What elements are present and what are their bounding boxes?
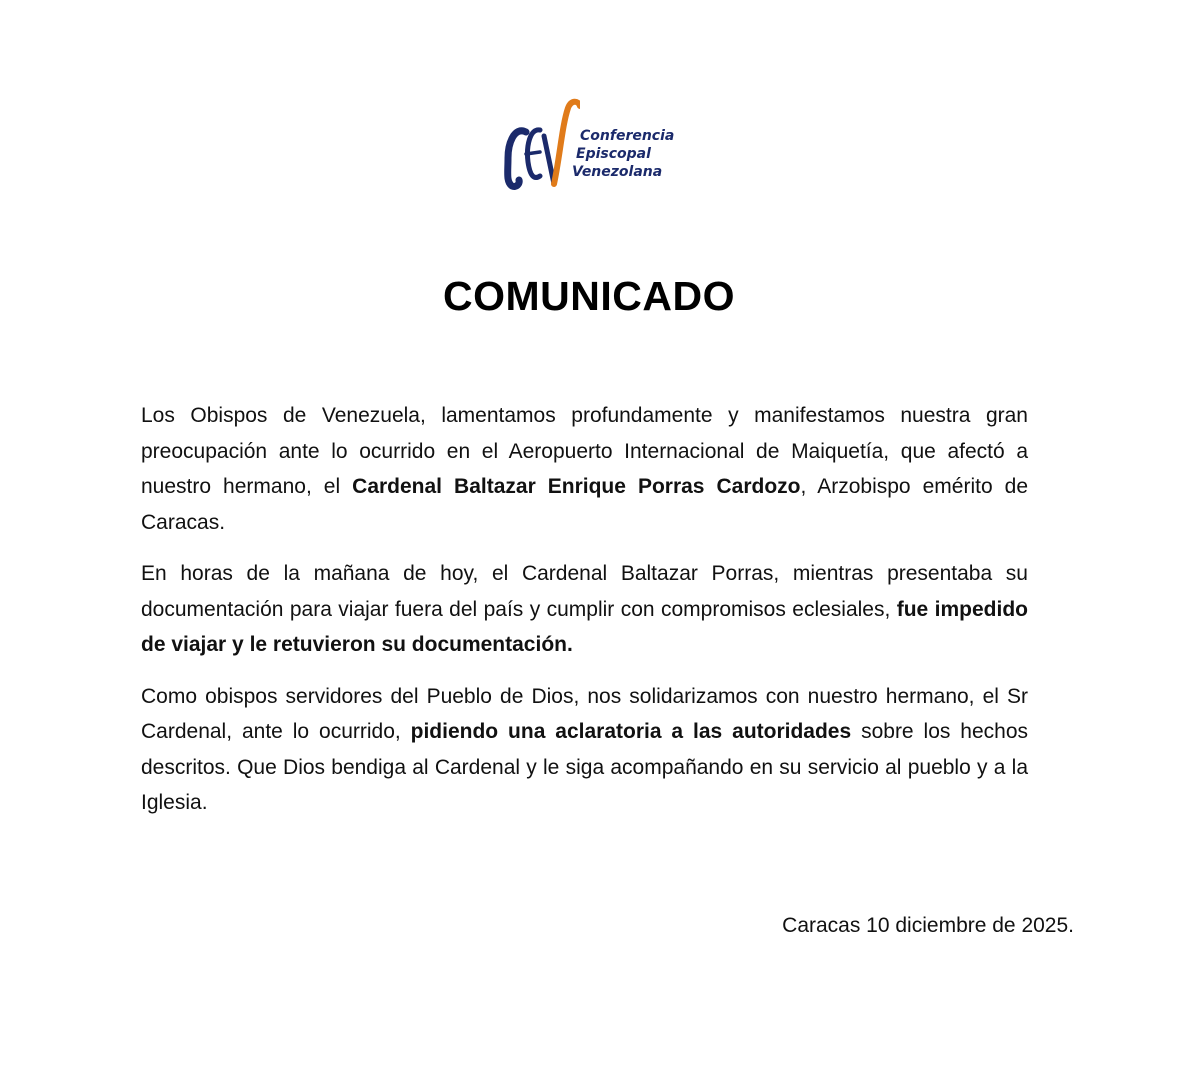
paragraph-1-text-b: , Arzobispo emérito de Caracas. <box>141 475 1029 534</box>
paragraph-3-text-a: Como obispos servidores del Pueblo de Dios, nos solidarizamos con nuestro hermano, el Sr Cardenal, ante lo ocurrido, <box>141 684 1028 743</box>
paragraph-1 <box>141 398 1028 540</box>
cev-logo <box>500 96 690 196</box>
paragraph-3-text-b: sobre los hechos descritos. Que Dios bendiga al Cardenal y le siga acompañando en su servicio al pueblo y a la Iglesia. <box>141 720 1029 814</box>
signature-date: Caracas 10 diciembre de 2025. <box>782 914 1074 937</box>
paragraph-3-bold: pidiendo una aclaratoria a las autoridades <box>410 720 852 743</box>
paragraph-2-text-a: En horas de la mañana de hoy, el Cardenal Baltazar Porras, mientras presentaba su documentación para viajar fuera del país y cumplir con compromisos eclesiales, <box>141 562 1028 621</box>
logo-wordmark <box>574 127 674 181</box>
paragraph-2-bold: fue impedido de viajar y le retuvieron su documentación. <box>141 597 1028 656</box>
paragraph-1-bold: Cardenal Baltazar Enrique Porras Cardozo <box>352 475 801 498</box>
logo-line-3: Venezolana <box>572 164 663 180</box>
cev-logo-mark-icon <box>500 96 580 196</box>
paragraph-1-text-a: Los Obispos de Venezuela, lamentamos profundamente y manifestamos nuestra gran preocupación ante lo ocurrido en el Aeropuerto Internacional de Maiquetía, que afectó a nuestro hermano, el <box>141 404 1028 498</box>
communique-body <box>141 398 1028 837</box>
logo-line-2: Episcopal <box>576 146 651 162</box>
paragraph-2 <box>141 556 1028 663</box>
logo-line-1: Conferencia <box>580 128 675 144</box>
paragraph-3 <box>141 679 1028 821</box>
page-title: COMUNICADO <box>443 273 735 319</box>
